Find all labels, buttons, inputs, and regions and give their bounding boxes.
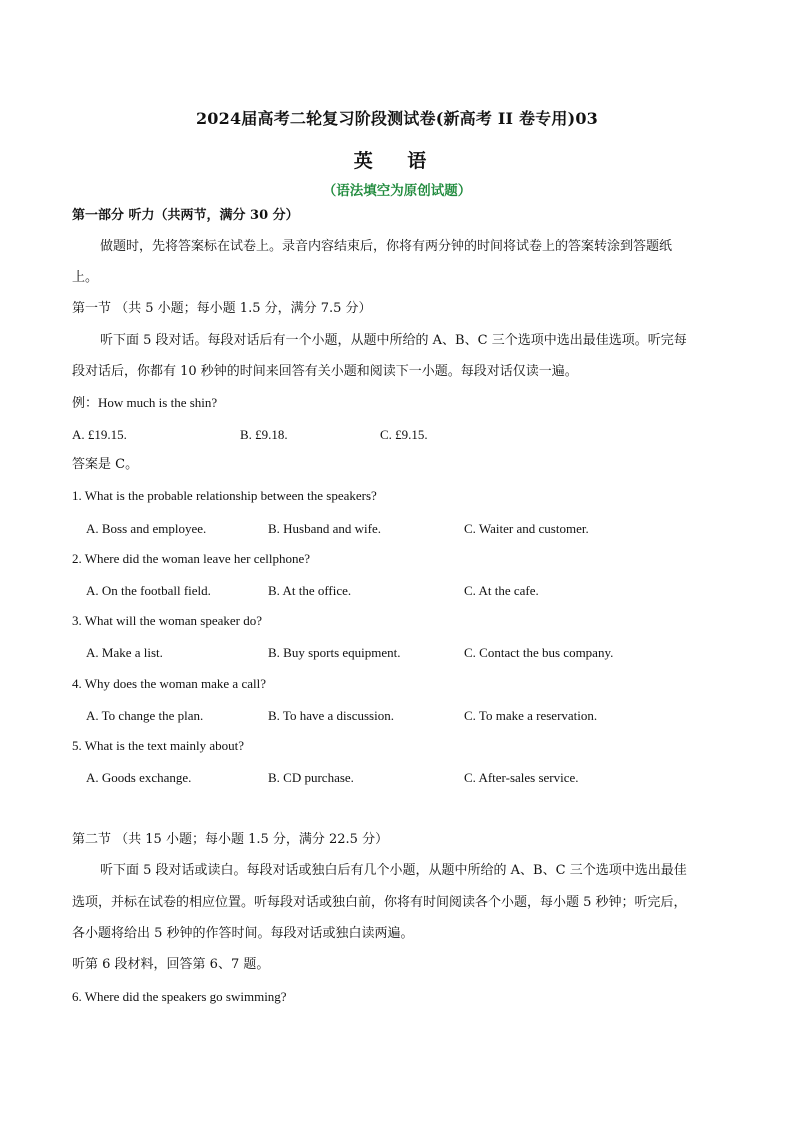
exam-title: 2024届高考二轮复习阶段测试卷(新高考 II 卷专用)03 [195, 109, 599, 128]
question-2-option-a: A. On the football field. [86, 583, 211, 598]
question-1: 1. What is the probable relationship between the speakers? [72, 488, 377, 503]
part1-instruction-line1: 做题时，先将答案标在试卷上。录音内容结束后，你将有两分钟的时间将试卷上的答案转涂到答题纸 [100, 239, 673, 254]
question-3-option-c: C. Contact the bus company. [464, 645, 614, 660]
question-2-option-b: B. At the office. [268, 583, 352, 598]
question-6: 6. Where did the speakers go swimming? [72, 989, 287, 1004]
section2-instruction-line1: 听下面 5 段对话或读白。每段对话或独白后有几个小题，从题中所给的 A、B、C 三个选项中选出最佳 [100, 863, 687, 878]
example-option-a: A. £19.15. [72, 427, 127, 442]
question-5-option-c: C. After-sales service. [464, 770, 579, 785]
question-1-option-a: A. Boss and employee. [86, 521, 207, 536]
part1-instruction-line2: 上。 [72, 270, 99, 285]
question-4-option-c: C. To make a reservation. [464, 708, 598, 723]
question-3-option-a: A. Make a list. [86, 645, 163, 660]
example-answer: 答案是 C。 [72, 457, 139, 472]
question-3: 3. What will the woman speaker do? [72, 613, 263, 628]
question-4: 4. Why does the woman make a call? [72, 676, 266, 691]
question-1-option-c: C. Waiter and customer. [464, 521, 589, 536]
section2-heading: 第二节 （共 15 小题；每小题 1.5 分，满分 22.5 分） [72, 832, 389, 847]
section2-instruction-line3: 各小题将给出 5 秒钟的作答时间。每段对话或独白读两遍。 [72, 926, 414, 941]
question-1-option-b: B. Husband and wife. [268, 521, 382, 536]
section1-instruction-line1: 听下面 5 段对话。每段对话后有一个小题，从题中所给的 A、B、C 三个选项中选出最佳选项。听完每 [100, 333, 687, 348]
example-option-c: C. £9.15. [380, 427, 428, 442]
subject-heading: 英 语 [353, 150, 441, 172]
question-5-option-b: B. CD purchase. [268, 770, 354, 785]
question-4-option-a: A. To change the plan. [86, 708, 204, 723]
original-questions-note: （语法填空为原创试题） [322, 183, 472, 199]
section1-instruction-line2: 段对话后，你都有 10 秒钟的时间来回答有关小题和阅读下一小题。每段对话仅读一遍。 [72, 364, 578, 379]
question-5-option-a: A. Goods exchange. [86, 770, 192, 785]
example-question: 例：How much is the shin? [72, 395, 218, 410]
material-6-instruction: 听第 6 段材料，回答第 6、7 题。 [72, 957, 270, 972]
example-option-b: B. £9.18. [240, 427, 288, 442]
section1-heading: 第一节 （共 5 小题；每小题 1.5 分，满分 7.5 分） [72, 301, 372, 316]
question-4-option-b: B. To have a discussion. [268, 708, 394, 723]
part1-heading: 第一部分 听力（共两节，满分 30 分） [72, 208, 299, 223]
question-3-option-b: B. Buy sports equipment. [268, 645, 401, 660]
question-2-option-c: C. At the cafe. [464, 583, 539, 598]
question-5: 5. What is the text mainly about? [72, 738, 244, 753]
section2-instruction-line2: 选项，并标在试卷的相应位置。听每段对话或独白前，你将有时间阅读各个小题，每小题 5 秒钟；听完后， [72, 895, 687, 910]
question-2: 2. Where did the woman leave her cellphone? [72, 551, 310, 566]
